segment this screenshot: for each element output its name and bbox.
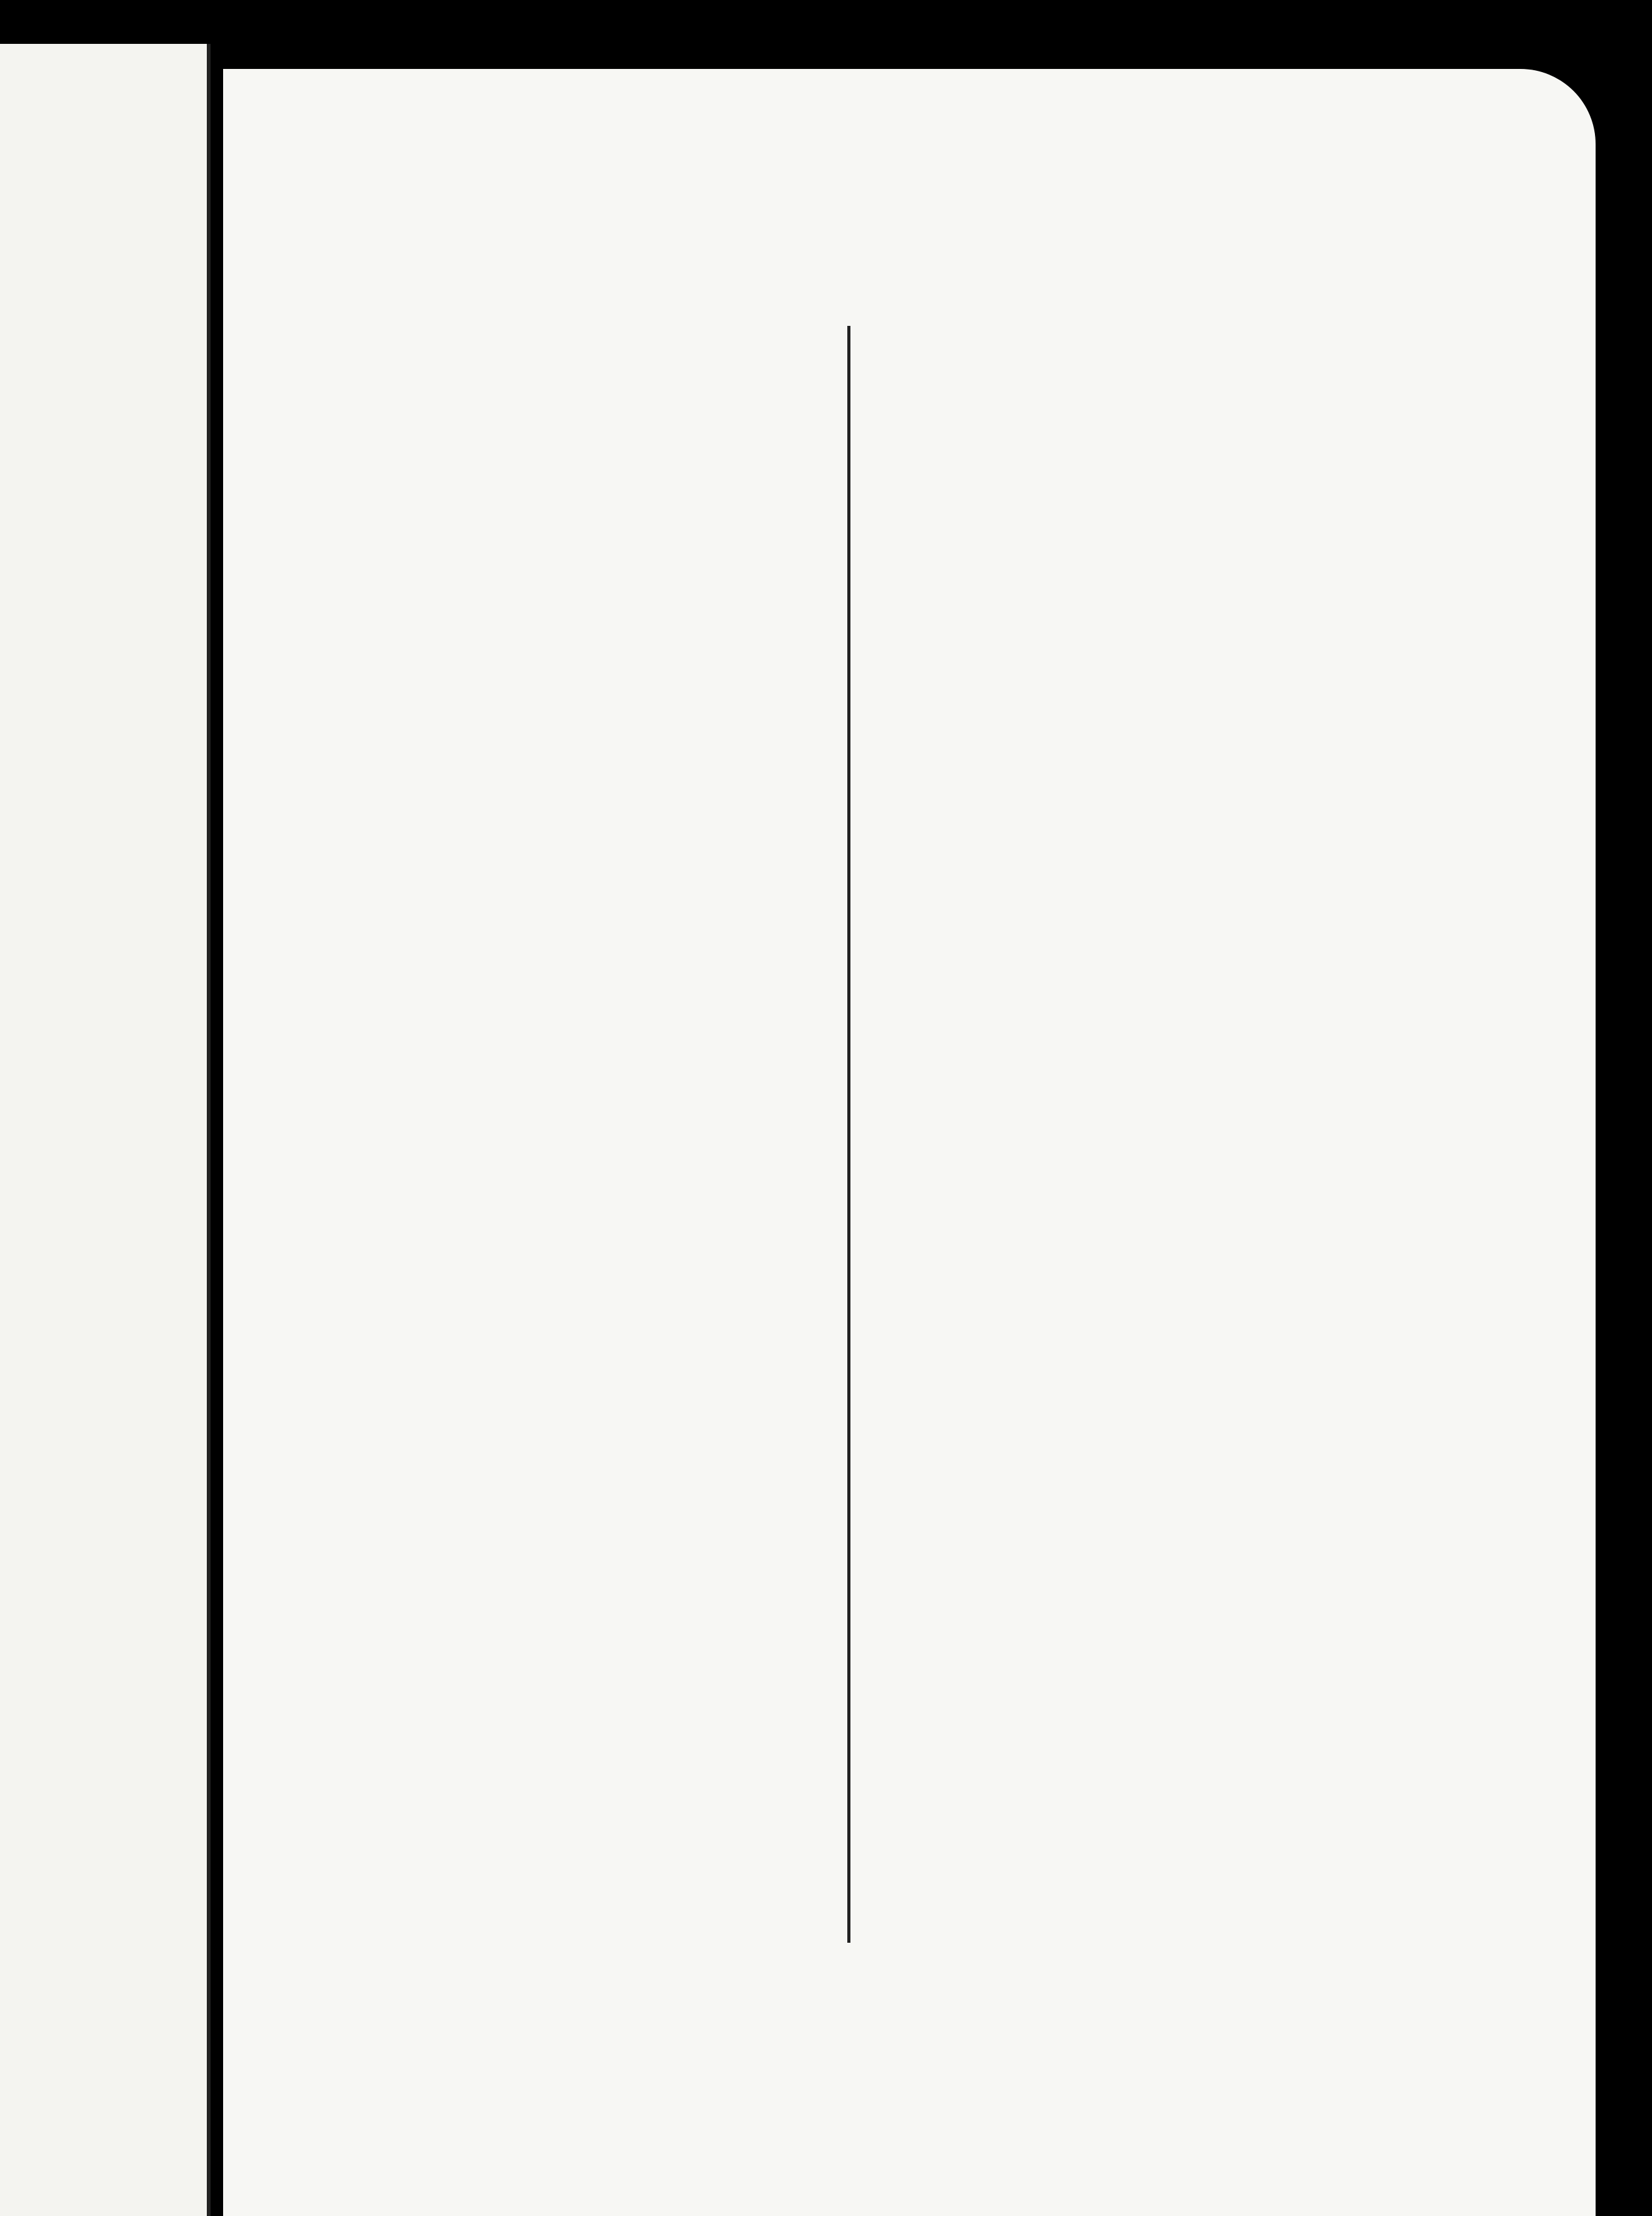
left-page-amounts (0, 44, 201, 2216)
class-title-line-1 (376, 307, 852, 335)
column-divider (847, 326, 850, 1943)
sect-header (376, 414, 852, 439)
left-page-fragment (0, 44, 211, 2216)
right-column (862, 307, 1344, 343)
left-column (376, 307, 852, 439)
class-title-line-2 (376, 335, 852, 362)
part2-heading (862, 318, 1344, 343)
class-title-line-3 (376, 362, 852, 390)
part-heading (376, 390, 852, 414)
